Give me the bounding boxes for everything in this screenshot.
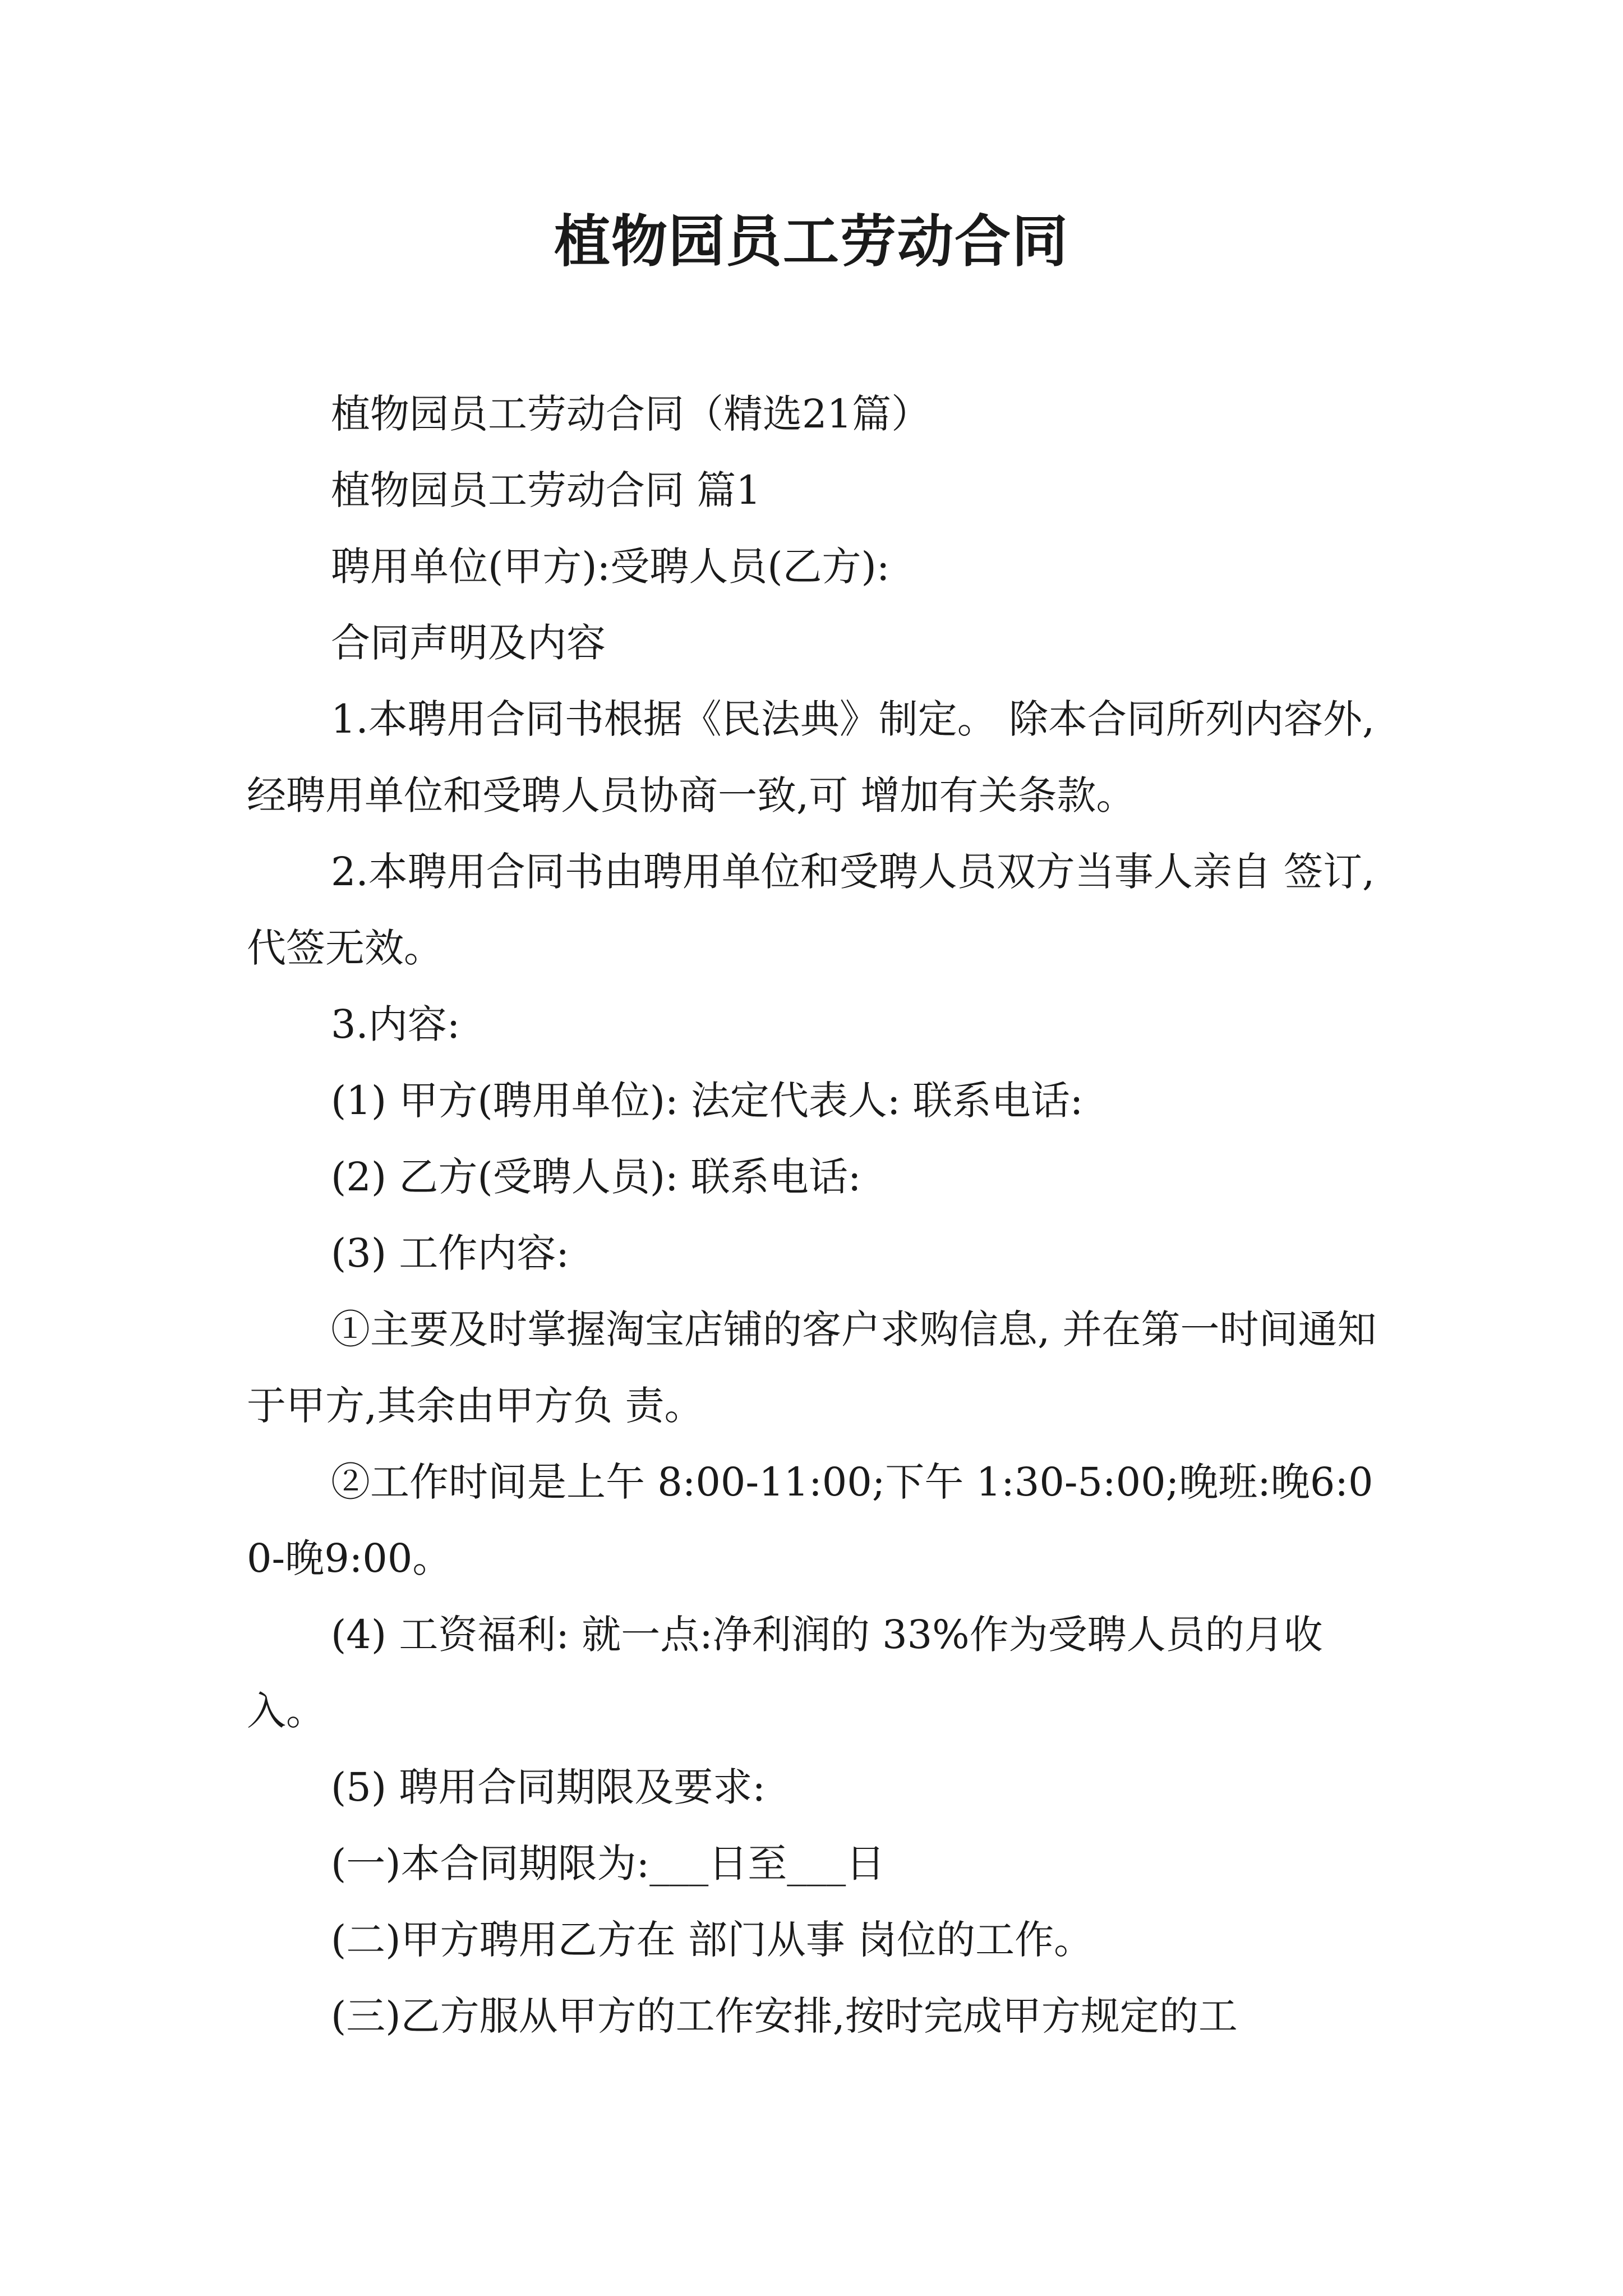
- paragraph-term-1: (一)本合同期限为:___日至___日: [331, 1841, 886, 1887]
- paragraph-parties: 聘用单位(甲方):受聘人员(乙方):: [331, 544, 890, 590]
- paragraph-term-heading: (5) 聘用合同期限及要求:: [331, 1764, 766, 1810]
- paragraph-salary: (4) 工资福利: 就一点:净利润的 33%作为受聘人员的月收 入。: [247, 1612, 1335, 1734]
- paragraph-clause-2: 2.本聘用合同书由聘用单位和受聘人员双方当事人亲自 签订,代签无效。: [247, 849, 1375, 971]
- paragraph-section-heading: 植物园员工劳动合同 篇1: [331, 467, 761, 513]
- paragraph-duty-2: ②工作时间是上午 8:00-11:00;下午 1:30-5:00;晚班:晚6:00-晚9:00。: [247, 1459, 1373, 1581]
- paragraph-party-b: (2) 乙方(受聘人员): 联系电话:: [331, 1154, 861, 1200]
- paragraph-declaration-heading: 合同声明及内容: [331, 620, 606, 666]
- paragraph-duty-1: ①主要及时掌握淘宝店铺的客户求购信息, 并在第一时间通知于甲方,其余由甲方负 责。: [247, 1306, 1377, 1429]
- paragraph-party-a: (1) 甲方(聘用单位): 法定代表人: 联系电话:: [331, 1078, 1083, 1124]
- paragraph-term-3: (三)乙方服从甲方的工作安排,按时完成甲方规定的工: [331, 1993, 1238, 2039]
- paragraph-work-content: (3) 工作内容:: [331, 1230, 569, 1276]
- paragraph-clause-3: 3.内容:: [331, 1001, 460, 1047]
- paragraph-clause-1: 1.本聘用合同书根据《民法典》制定。 除本合同所列内容外,经聘用单位和受聘人员协商一致,可 增加有关条款。: [247, 696, 1375, 818]
- document-title: 植物园员工劳动合同: [554, 208, 1069, 274]
- paragraph-subtitle: 植物园员工劳动合同（精选21篇）: [331, 391, 931, 437]
- document-body: [247, 376, 1396, 2054]
- paragraph-term-2: (二)甲方聘用乙方在 部门从事 岗位的工作。: [331, 1917, 1094, 1963]
